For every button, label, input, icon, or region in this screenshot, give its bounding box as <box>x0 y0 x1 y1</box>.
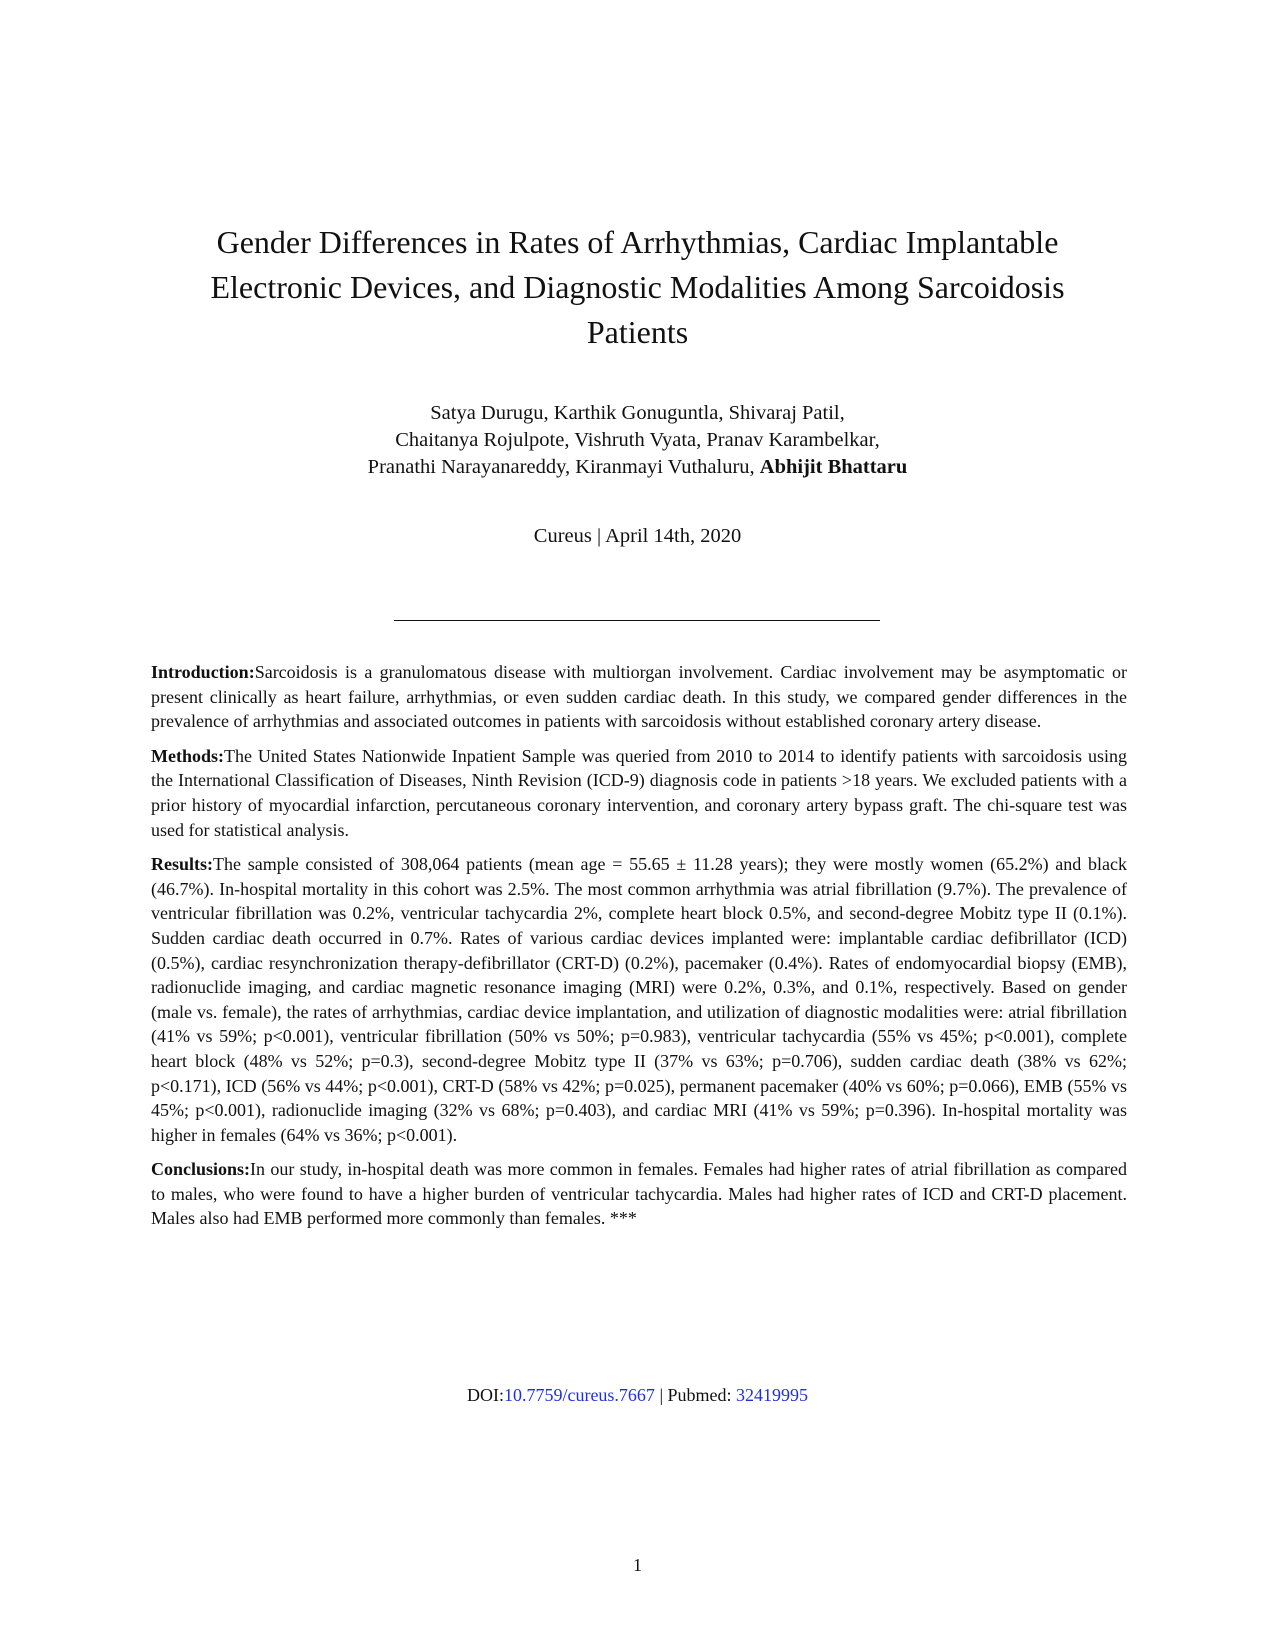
author-list <box>130 400 1145 481</box>
title-line-1: Gender Differences in Rates of Arrhythmias, Cardiac Implantable <box>216 224 1059 260</box>
introduction-heading: Introduction: <box>151 662 255 682</box>
results-text: The sample consisted of 308,064 patients (mean age = 55.65 ± 11.28 years); they were mostly women (65.2%) and black (46.7%). In-hospital mortality in this cohort was 2.5%. The most common arrhythmia was atrial fibrillation (9.7%). The prevalence of ventricular fibrillation was 0.2%, ventricular tachycardia 2%, complete heart block 0.5%, and second-degree Mobitz type II (0.1%). Sudden cardiac death occurred in 0.7%. Rates of various cardiac devices implanted were: implantable cardiac defibrillator (ICD) (0.5%), cardiac resynchronization therapy-defibrillator (CRT-D) (0.2%), pacemaker (0.4%). Rates of endomyocardial biopsy (EMB), radionuclide imaging, and cardiac magnetic resonance imaging (MRI) were 0.2%, 0.3%, and 0.1%, respectively. Based on gender (male vs. female), the rates of arrhythmias, cardiac device implantation, and utilization of diagnostic modalities were: atrial fibrillation (41% vs 59%; p<0.001), ventricular fibrillation (50% vs 50%; p=0.983), ventricular tachycardia (55% vs 45%; p<0.001), complete heart block (48% vs 52%; p=0.3), second-degree Mobitz type II (37% vs 63%; p=0.706), sudden cardiac death (38% vs 62%; p<0.171), ICD (56% vs 44%; p<0.001), CRT-D (58% vs 42%; p=0.025), permanent pacemaker (40% vs 60%; p=0.066), EMB (55% vs 45%; p<0.001), radionuclide imaging (32% vs 68%; p=0.403), and cardiac MRI (41% vs 59%; p=0.396). In-hospital mortality was higher in females (64% vs 36%; p<0.001). <box>151 854 1127 1145</box>
abstract-introduction <box>151 660 1127 734</box>
abstract <box>151 660 1127 1241</box>
doi-label: DOI: <box>466 1385 504 1405</box>
methods-heading: Methods: <box>151 745 224 766</box>
abstract-methods <box>151 744 1127 842</box>
identifiers-line <box>130 1383 1145 1407</box>
pubmed-link[interactable]: 32419995 <box>736 1385 809 1405</box>
title-line-3: Patients <box>586 314 689 350</box>
journal-and-date: Cureus | April 14th, 2020 <box>533 525 742 547</box>
methods-text: The United States Nationwide Inpatient Sample was queried from 2010 to 2014 to identify patients with sarcoidosis using the International Classification of Diseases, Ninth Revision (ICD-9) diagnosis code in patients >18 years. We excluded patients with a prior history of myocardial infarction, percutaneous coronary intervention, and coronary artery bypass graft. The chi-square test was used for statistical analysis. <box>151 745 1127 840</box>
pubmed-label: | Pubmed: <box>654 1385 737 1405</box>
abstract-results <box>151 852 1127 1147</box>
conclusions-text: In our study, in-hospital death was more common in females. Females had higher rates of atrial fibrillation as compared to males, who were found to have a higher burden of ventricular tachycardia. Males had higher rates of ICD and CRT-D placement. Males also had EMB performed more commonly than females. *** <box>151 1159 1127 1229</box>
title-line-2: Electronic Devices, and Diagnostic Modalities Among Sarcoidosis <box>210 269 1065 305</box>
authors-line-1: Satya Durugu, Karthik Gonuguntla, Shivaraj Patil, <box>430 402 845 424</box>
doi-link[interactable]: 10.7759/cureus.7667 <box>503 1385 655 1405</box>
abstract-conclusions <box>151 1157 1127 1231</box>
results-heading: Results: <box>151 854 213 875</box>
highlighted-author: Abhijit Bhattaru <box>759 456 908 478</box>
section-divider <box>394 620 880 621</box>
authors-line-2: Chaitanya Rojulpote, Vishruth Vyata, Pranav Karambelkar, <box>395 429 880 451</box>
paper-title <box>130 220 1145 355</box>
introduction-text: Sarcoidosis is a granulomatous disease with multiorgan involvement. Cardiac involvement may be asymptomatic or present clinically as heart failure, arrhythmias, or even sudden cardiac death. In this study, we compared gender differences in the prevalence of arrhythmias and associated outcomes in patients with sarcoidosis without established coronary artery disease. <box>151 662 1127 732</box>
authors-line-3: Pranathi Narayanareddy, Kiranmayi Vuthaluru, <box>367 456 760 478</box>
conclusions-heading: Conclusions: <box>151 1159 251 1180</box>
page-number: 1 <box>633 1555 642 1575</box>
